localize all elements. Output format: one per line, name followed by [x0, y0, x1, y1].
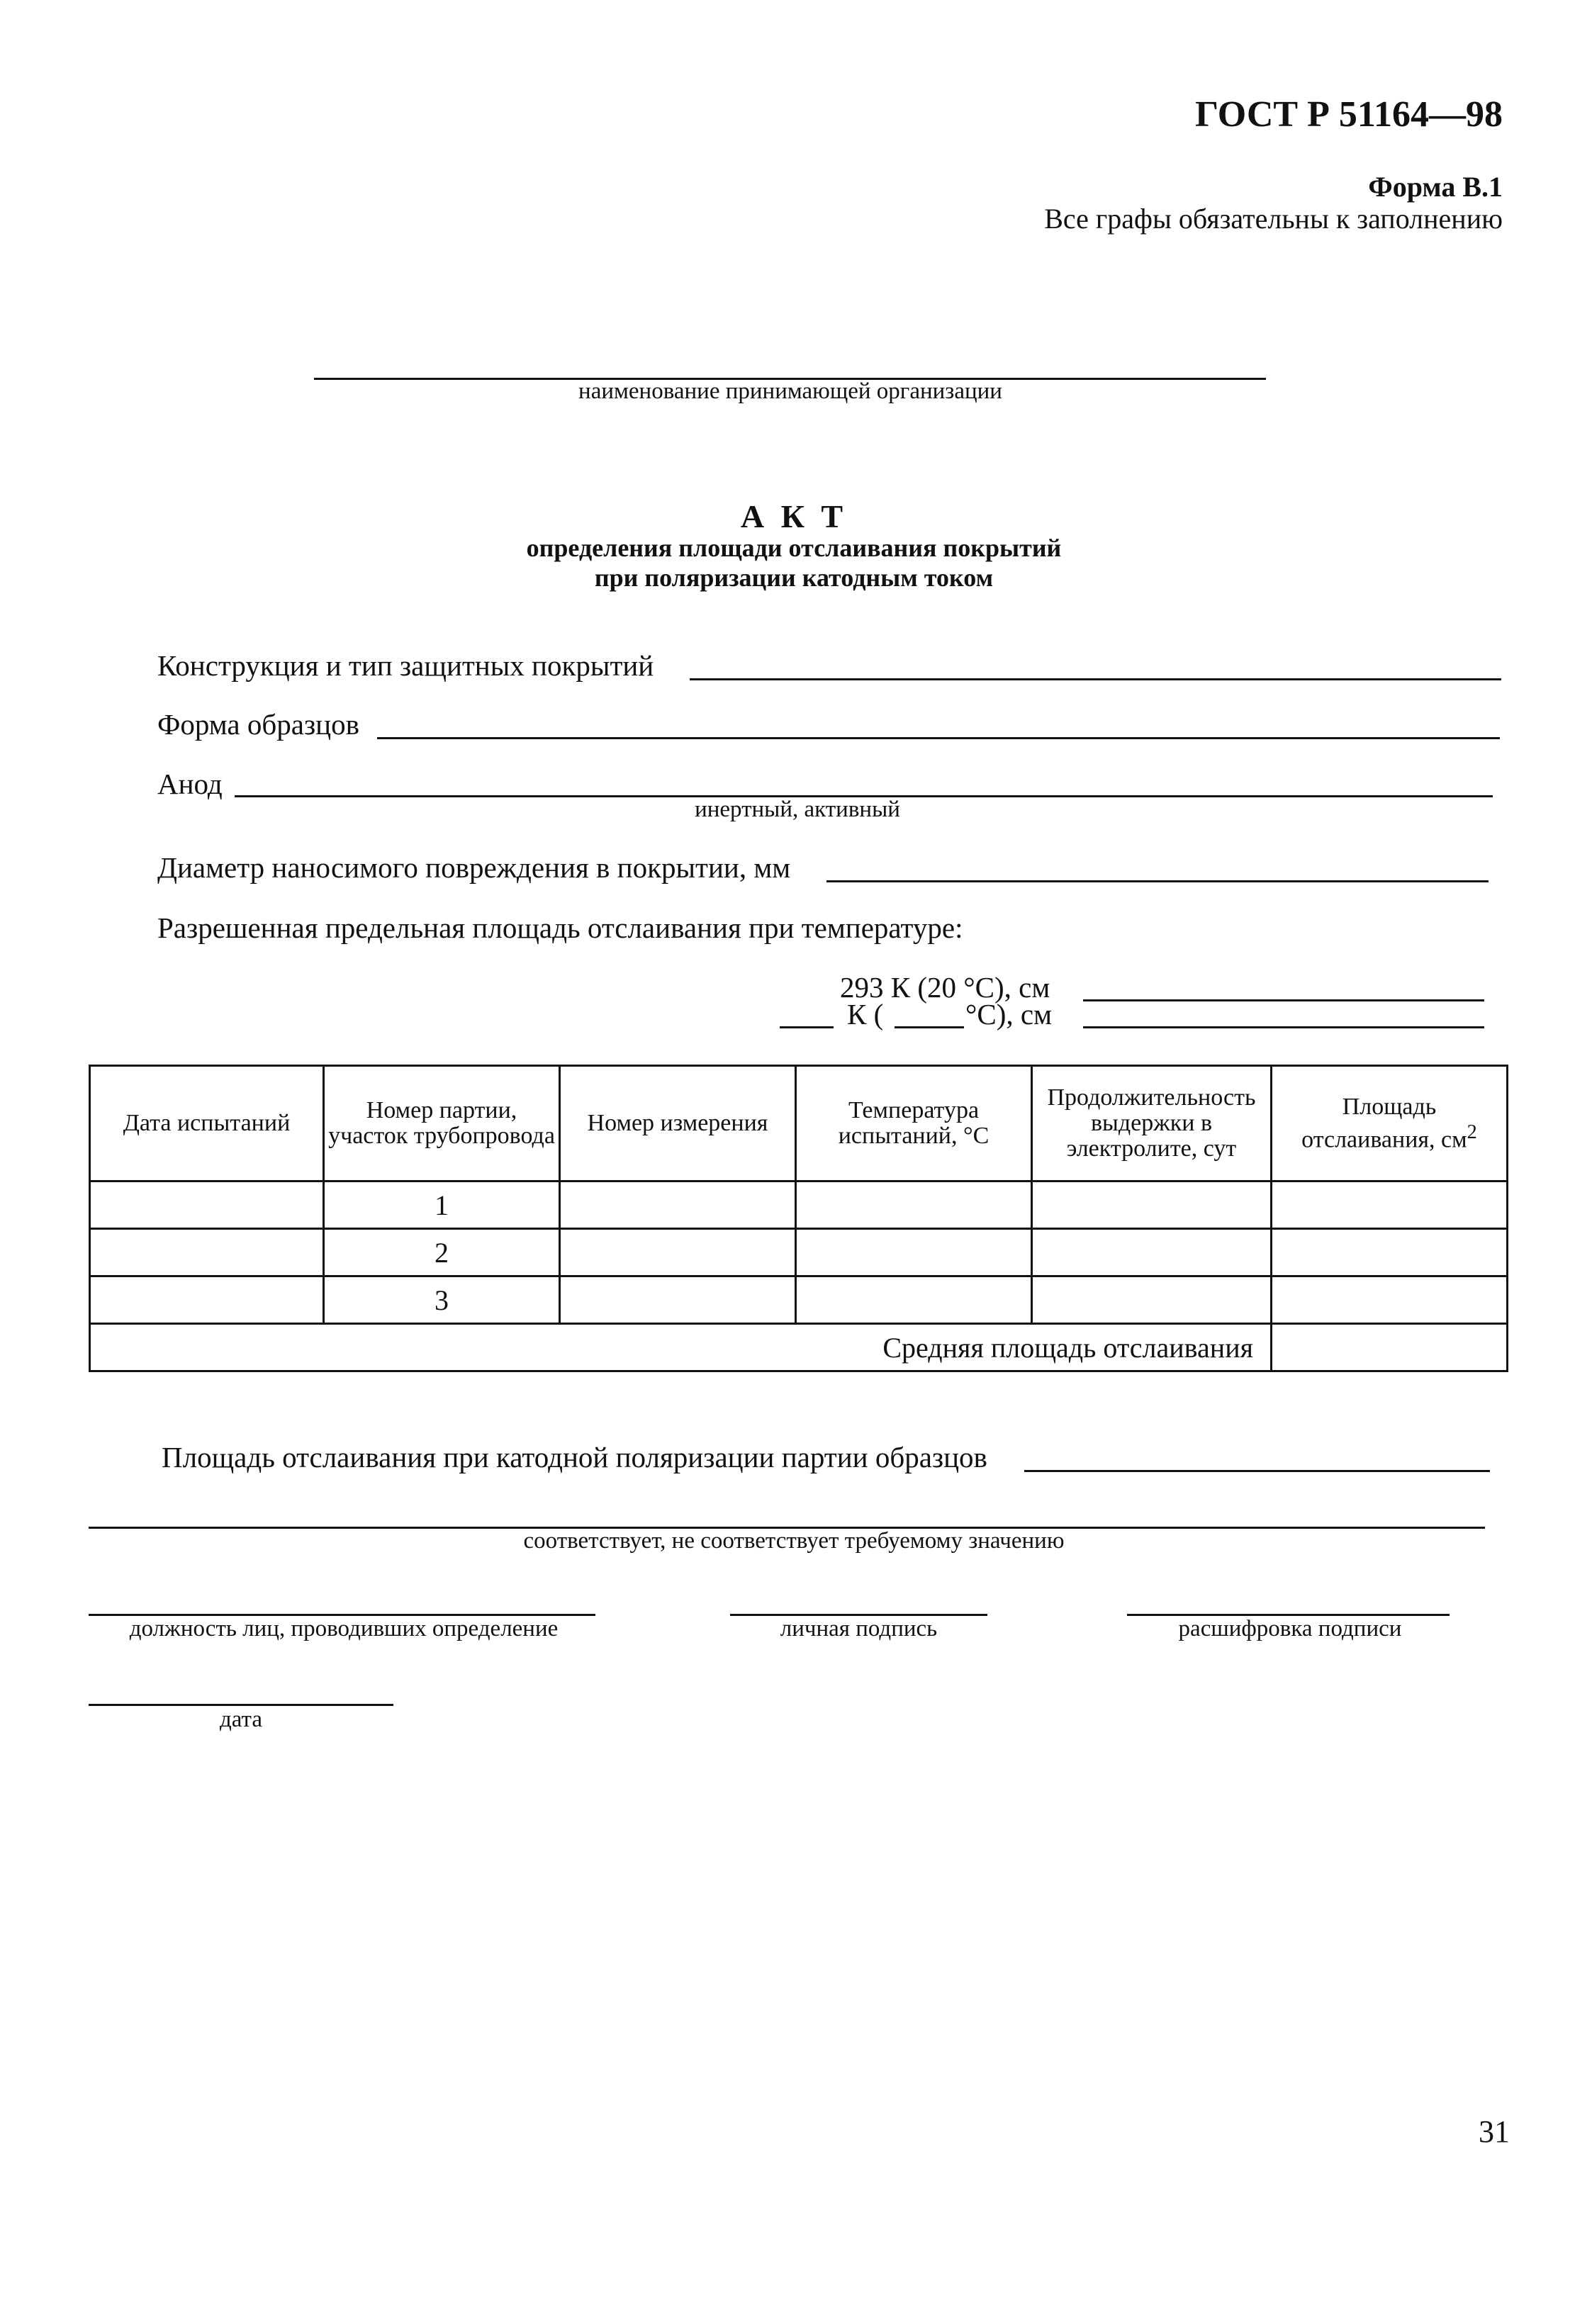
header-peel-area-text: Площадь отслаивания, см — [1301, 1093, 1467, 1153]
temp-k-suffix: °С), см — [965, 998, 1053, 1031]
header-test-date: Дата испытаний — [90, 1066, 324, 1181]
temp-k-value-line[interactable] — [780, 1026, 834, 1028]
sample-form-label: Форма образцов — [157, 708, 359, 741]
cell-duration[interactable] — [1032, 1276, 1272, 1324]
temp-293-label: 293 К (20 °С), см — [840, 971, 1050, 1004]
cell-duration[interactable] — [1032, 1229, 1272, 1276]
page-number: 31 — [1479, 2114, 1510, 2149]
anode-caption: инертный, активный — [695, 797, 900, 822]
construction-line[interactable] — [690, 678, 1501, 680]
diameter-label: Диаметр наносимого повреждения в покрытии, мм — [157, 851, 791, 884]
act-subtitle — [354, 533, 1233, 593]
act-subtitle-line-2: при поляризации катодным током — [594, 563, 994, 592]
cell-date[interactable] — [90, 1276, 324, 1324]
conclusion-label: Площадь отслаивания при катодной поляризации партии образцов — [162, 1441, 987, 1473]
average-area-label: Средняя площадь отслаивания — [90, 1324, 1272, 1371]
cell-date[interactable] — [90, 1181, 324, 1229]
cell-area[interactable] — [1272, 1276, 1508, 1324]
header-measurement-number: Номер измерения — [560, 1066, 796, 1181]
signature-caption: личная подпись — [780, 1616, 938, 1641]
organization-caption: наименование принимающей организации — [578, 378, 1002, 404]
diameter-line[interactable] — [826, 880, 1489, 882]
header-test-temperature: Температура испытаний, °С — [796, 1066, 1032, 1181]
cell-batch-number: 1 — [324, 1181, 560, 1229]
date-line[interactable] — [89, 1704, 393, 1706]
header-batch-number: Номер партии, участок трубопровода — [324, 1066, 560, 1181]
cell-measurement[interactable] — [560, 1229, 796, 1276]
form-label: Форма В.1 — [1368, 171, 1503, 203]
act-title: А К Т — [740, 498, 848, 534]
construction-label: Конструкция и тип защитных покрытий — [157, 649, 654, 682]
cell-temperature[interactable] — [796, 1181, 1032, 1229]
measurement-table — [89, 1065, 1508, 1372]
cell-average-area[interactable] — [1272, 1324, 1508, 1371]
conclusion-line[interactable] — [1024, 1470, 1490, 1472]
act-subtitle-line-1: определения площади отслаивания покрытий — [526, 534, 1062, 562]
date-caption: дата — [219, 1707, 263, 1732]
cell-date[interactable] — [90, 1229, 324, 1276]
cell-temperature[interactable] — [796, 1276, 1032, 1324]
standard-number: ГОСТ Р 51164—98 — [1194, 94, 1503, 135]
table-row — [90, 1276, 1508, 1324]
position-caption: должность лиц, проводивших определение — [129, 1616, 559, 1641]
cell-duration[interactable] — [1032, 1181, 1272, 1229]
cell-measurement[interactable] — [560, 1276, 796, 1324]
temp-k-prefix: К ( — [847, 998, 884, 1031]
conclusion-caption: соответствует, не соответствует требуемому значению — [523, 1528, 1065, 1554]
cell-batch-number: 3 — [324, 1276, 560, 1324]
decoding-caption: расшифровка подписи — [1178, 1616, 1402, 1641]
anode-label: Анод — [157, 768, 223, 800]
header-peel-area — [1272, 1066, 1508, 1181]
cell-temperature[interactable] — [796, 1229, 1032, 1276]
temp-293-line[interactable] — [1083, 999, 1484, 1001]
temp-k-line[interactable] — [1083, 1026, 1484, 1028]
table-header-row — [90, 1066, 1508, 1181]
average-row — [90, 1324, 1508, 1371]
header-peel-area-sup: 2 — [1467, 1121, 1477, 1143]
temp-c-value-line[interactable] — [895, 1026, 964, 1028]
cell-area[interactable] — [1272, 1181, 1508, 1229]
cell-batch-number: 2 — [324, 1229, 560, 1276]
allowed-area-label: Разрешенная предельная площадь отслаивания при температуре: — [157, 911, 963, 944]
requirement-note: Все графы обязательны к заполнению — [1044, 203, 1503, 235]
sample-form-line[interactable] — [377, 737, 1500, 739]
table-row — [90, 1229, 1508, 1276]
header-exposure-duration: Продолжительность выдержки в электролите, сут — [1032, 1066, 1272, 1181]
cell-area[interactable] — [1272, 1229, 1508, 1276]
cell-measurement[interactable] — [560, 1181, 796, 1229]
table-row — [90, 1181, 1508, 1229]
